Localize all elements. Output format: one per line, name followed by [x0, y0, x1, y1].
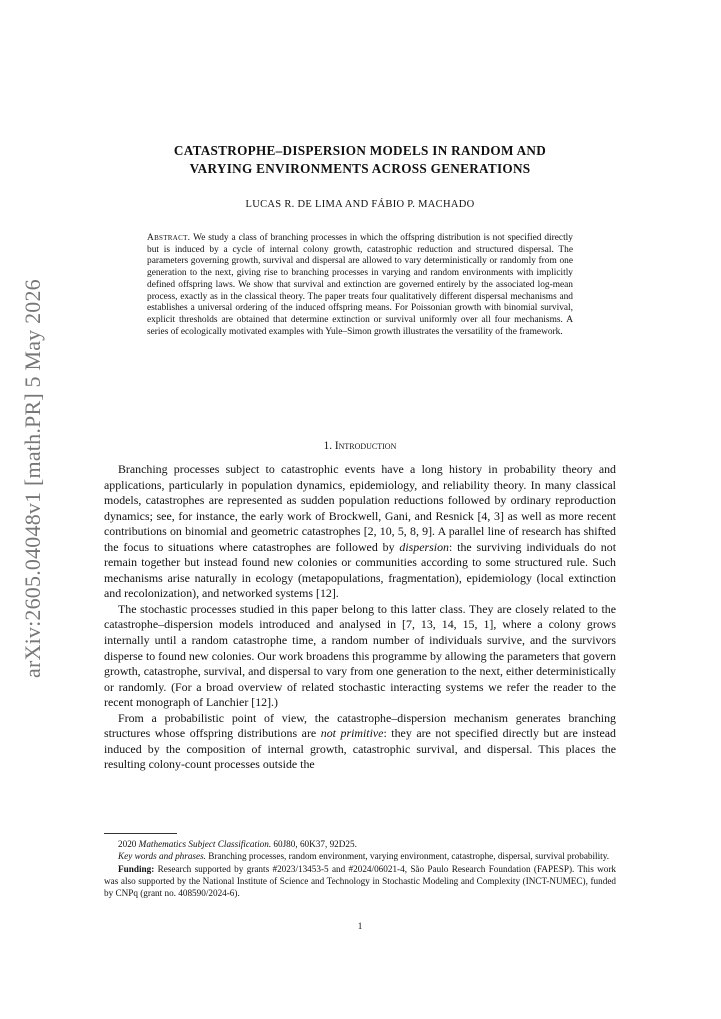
abstract-text: We study a class of branching processes in which the offspring distribution is not specified directly but is induced by a cycle of internal colony growth, catastrophic reduction and structured dispersal. The parameters governing growth, survival and dispersal are allowed to vary deterministically or randomly from one generation to the next, giving rise to branching processes in varying and random environments with implicitly defined offspring laws. We show that survival and extinction are governed entirely by the associated log-mean process, exactly as in the classical theory. The paper treats four qualitatively different dispersal mechanisms and establishes a universal ordering of the induced offspring means. For Poissonian growth with binomial survival, explicit thresholds are obtained that determine extinction or survival uniformly over all four mechanisms. A series of ecologically motivated examples with Yule–Simon growth illustrates the versatility of the framework.	[147, 233, 573, 337]
arxiv-identifier: arXiv:2605.04048v1 [math.PR] 5 May 2026	[20, 279, 45, 678]
footnote-funding	[104, 863, 616, 900]
msc-year: 2020	[118, 839, 137, 849]
section-number: 1.	[323, 440, 333, 452]
paper-title	[104, 142, 616, 177]
footnote-msc	[104, 838, 616, 850]
msc-label: Mathematics Subject Classification.	[138, 839, 272, 849]
funding-text: Research supported by grants #2023/13453-5 and #2024/06021-4, São Paulo Research Foundation (FAPESP). This work was also supported by the National Institute of Science and Technology in Stochastic Modeling and Complexity (INCT-NUMEC), funded by CNPq (grant no. 408590/2024-6).	[104, 863, 617, 899]
paragraph-1-emphasis: dispersion	[399, 539, 449, 554]
section-heading	[104, 439, 616, 453]
body-text	[104, 462, 616, 773]
paragraph-1-text-a: Branching processes subject to catastrophic events have a long history in probability theory and applications, particularly in population dynamics, epidemiology, and reliability theory. In many classical models, catastrophes are represented as sudden population reductions followed by ordinary reproduction dynamics; see, for instance, the early work of Brockwell, Gani, and Resnick [4, 3] as well as more recent contributions on binomial and geometric catastrophes [2, 10, 5, 8, 9]. A parallel line of research has shifted the focus to situations where catastrophes are followed by	[104, 462, 616, 554]
paragraph-3-text-b: : they are not specified directly but are instead induced by the composition of internal growth, catastrophic survival, and dispersal. This places the resulting colony-count processes outside the	[104, 726, 616, 772]
funding-label: Funding:	[118, 863, 155, 874]
paper-authors: LUCAS R. DE LIMA AND FÁBIO P. MACHADO	[245, 199, 475, 210]
paragraph-2: The stochastic processes studied in this paper belong to this latter class. They are closely related to the catastrophe–dispersion models introduced and analysed in [7, 13, 14, 15, 1], where a colony grows internally until a random catastrophe time, a random number of individuals survive, and the survivors disperse to found new colonies. Our work broadens this programme by allowing the parameters that govern growth, catastrophe, survival, and dispersal to vary from one generation to the next, either deterministically or randomly. (For a broad overview of related stochastic interacting systems we refer the reader to the recent monograph of Lanchier [12].)	[104, 601, 616, 710]
paragraph-1	[104, 462, 616, 602]
footnote-keywords	[104, 850, 616, 862]
footnotes	[104, 838, 616, 899]
title-line-1: CATASTROPHE–DISPERSION MODELS IN RANDOM AND	[173, 143, 547, 158]
page-number: 1	[357, 921, 363, 931]
paragraph-3-text-a: From a probabilistic point of view, the catastrophe–dispersion mechanism generates branching structures whose offspring distributions are	[104, 710, 616, 741]
abstract	[147, 233, 573, 338]
msc-codes: 60J80, 60K37, 92D25.	[273, 839, 357, 849]
footnote-rule	[104, 833, 177, 834]
paragraph-3-emphasis: not primitive	[320, 726, 384, 741]
paragraph-3	[104, 711, 616, 773]
keywords-text: Branching processes, random environment, varying environment, catastrophe, dispersal, survival probability.	[208, 851, 610, 862]
keywords-label: Key words and phrases.	[118, 851, 206, 862]
abstract-heading: Abstract.	[147, 233, 191, 243]
title-line-2: VARYING ENVIRONMENTS ACROSS GENERATIONS	[189, 160, 531, 176]
paragraph-1-text-b: : the surviving individuals do not remain together but instead found new colonies or communities according to some structured rule. Such mechanisms arise naturally in ecology (metapopulations, fragmentation), epidemiology (local extinction and recolonization), and networked systems [12].	[104, 539, 616, 601]
section-title: Introduction	[334, 440, 397, 452]
